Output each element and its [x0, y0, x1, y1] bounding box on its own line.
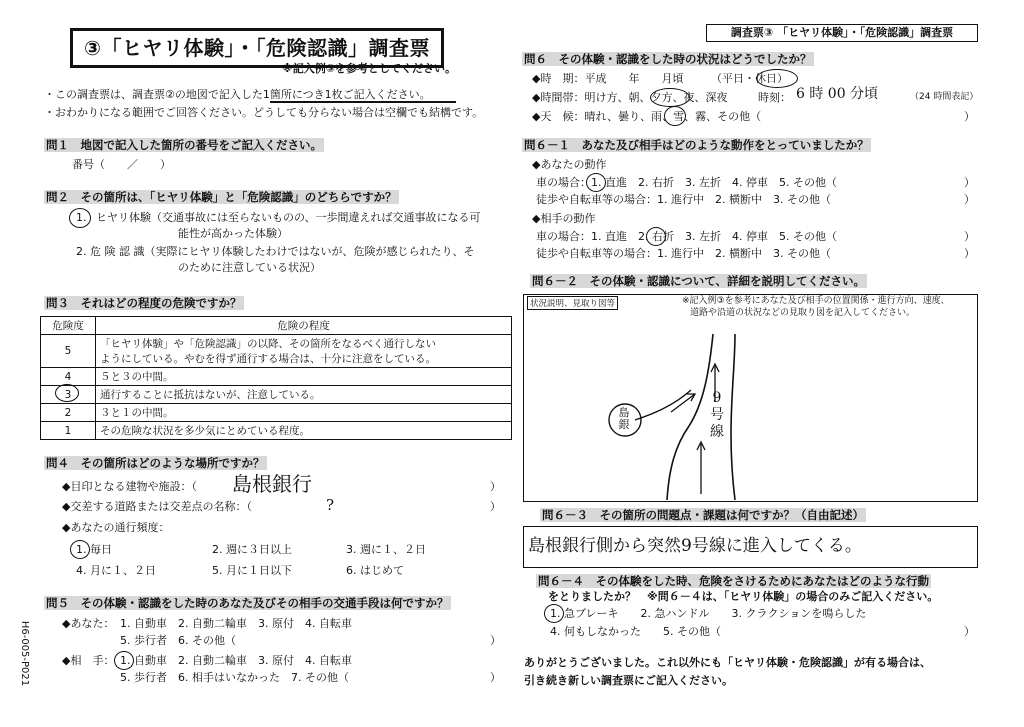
q6-1-other-head: ◆相手の動作 — [532, 212, 596, 225]
side-code: H6-005-P021 — [19, 620, 31, 687]
selection-circle — [650, 88, 690, 107]
q4-paren: ） — [490, 500, 501, 513]
q6-timezone[interactable]: ◆時間帯：明け方、朝、夕方、夜、深夜 — [532, 91, 728, 104]
q6-4-label-2: をとりましたか？ ※問６－４は、「ヒヤリ体験」の場合のみご記入ください。 — [548, 590, 939, 603]
q4-freq-5[interactable]: 5. 月に１日以下 — [212, 564, 292, 577]
table-row[interactable] — [41, 335, 512, 368]
risk-level[interactable]: 2 — [41, 404, 96, 422]
q4-freq-2[interactable]: 2. 週に３日以上 — [212, 543, 292, 556]
q6-time-note: （24 時間表記） — [910, 92, 979, 102]
table-row[interactable] — [41, 386, 512, 404]
q5-label: 問５ その体験・認識をした時のあなた及びその相手の交通手段は何ですか？ — [46, 596, 449, 610]
q4-cross-label: ◆交差する道路または交差点の名称：（ — [62, 500, 252, 513]
q6-period[interactable]: ◆時 期：平成 年 月頃 （平日・休日） — [532, 72, 788, 85]
q4-paren: ） — [490, 480, 501, 493]
q1-number-field[interactable]: 番号（ ／ ） — [72, 158, 171, 171]
risk-level[interactable]: 1 — [41, 422, 96, 440]
q6-label: 問６ その体験・認識をした時の状況はどうでしたか？ — [524, 52, 812, 66]
q6-1-you-head: ◆あなたの動作 — [532, 158, 607, 171]
q6-4-paren: ） — [964, 625, 975, 638]
selection-circle — [586, 173, 606, 192]
q5-other-label: ◆相 手： — [62, 654, 115, 667]
selection-circle — [55, 384, 79, 402]
q6-4-options-1[interactable]: 1. 急ブレーキ 2. 急ハンドル 3. クラクションを鳴らした — [550, 607, 867, 620]
q6-3-answer[interactable]: 島根銀行側から突然9号線に進入してくる。 — [528, 536, 862, 556]
q2-option-2-cont: のために注意している状況） — [178, 261, 321, 274]
q6-time-label: 時刻： — [758, 91, 791, 104]
sketch-road-label: 9号線 — [710, 390, 724, 440]
q4-freq-6[interactable]: 6. はじめて — [346, 564, 404, 577]
sketch-note-2: 道路や沿道の状況などの見取り図を記入してください。 — [690, 308, 916, 318]
risk-head-degree: 危険の程度 — [96, 317, 512, 335]
risk-text: ３と１の中間。 — [96, 404, 512, 422]
q6-4-label: 問６－４ その体験をした時、危険をさけるためにあなたはどのような行動 — [538, 574, 929, 588]
sketch-note-1: ※記入例③を参考にあなた及び相手の位置関係・進行方向、速度、 — [682, 296, 950, 306]
q4-freq-label: ◆あなたの通行頻度： — [62, 521, 170, 534]
q4-label: 問４ その箇所はどのような場所ですか？ — [46, 456, 265, 470]
risk-level[interactable]: 5 — [41, 335, 96, 368]
q6-1-paren: ） — [964, 230, 975, 243]
q6-1-label: 問６－１ あなた及び相手はどのような動作をとっていましたか？ — [524, 138, 869, 152]
q6-weather[interactable]: ◆天 候：晴れ、曇り、雨、雪、霧、その他（ — [532, 110, 762, 123]
q4-freq-1[interactable]: 1. 毎日 — [76, 543, 112, 556]
table-row[interactable] — [41, 404, 512, 422]
q6-1-you-walk[interactable]: 徒歩や自転車等の場合：1. 進行中 2. 横断中 3. その他（ — [536, 193, 831, 206]
q5-you-options-2[interactable]: 5. 歩行者 6. その他（ — [120, 634, 236, 647]
selection-circle — [70, 540, 90, 559]
q6-1-other-car[interactable]: 車の場合：1. 直進 2. 右折 3. 左折 4. 停車 5. その他（ — [536, 230, 837, 243]
q4-landmark-answer[interactable]: 島根銀行 — [232, 472, 312, 496]
intro-line-1: ・この調査票は、調査票②の地図で記入した1箇所につき1枚ご記入ください。 — [44, 88, 431, 101]
q6-4-options-2[interactable]: 4. 何もしなかった 5. その他（ — [550, 625, 721, 638]
table-row[interactable] — [41, 368, 512, 386]
q2-label: 問２ その箇所は、「ヒヤリ体験」と「危険認識」のどちらですか？ — [46, 190, 397, 204]
q6-paren: ） — [964, 110, 975, 123]
q2-option-1-cont: 能性が高かった体験） — [178, 227, 288, 240]
risk-level[interactable]: 4 — [41, 368, 96, 386]
q4-cross-answer[interactable]: ? — [326, 496, 335, 514]
risk-text: 通行することに抵抗はないが、注意している。 — [96, 386, 512, 404]
q1-label: 問１ 地図で記入した箇所の番号をご記入ください。 — [46, 138, 322, 152]
selection-circle — [69, 208, 91, 228]
q6-2-label: 問６－２ その体験・認識について、詳細を説明してください。 — [532, 274, 866, 288]
sketch-box-label: 状況説明、見取り図等 — [527, 296, 618, 310]
q5-other-options-1[interactable]: 1. 自動車 2. 自動二輪車 3. 原付 4. 自転車 — [120, 654, 352, 667]
subtitle: ※記入例③を参考としてください。 — [282, 62, 457, 75]
q5-paren: ） — [490, 634, 501, 647]
q6-1-other-walk[interactable]: 徒歩や自転車等の場合：1. 進行中 2. 横断中 3. その他（ — [536, 247, 831, 260]
corner-tag: 調査票③ 「ヒヤリ体験」・「危険認識」調査票 — [706, 24, 978, 42]
selection-circle — [544, 604, 564, 623]
q6-3-label: 問６－３ その箇所の問題点・課題は何ですか？（自由記述） — [542, 508, 864, 522]
table-row[interactable] — [41, 422, 512, 440]
q5-you-label: ◆あなた： — [62, 617, 115, 630]
footer-line-2: 引き続き新しい調査票にご記入ください。 — [524, 674, 733, 687]
q4-landmark-label: ◆目印となる建物や施設：（ — [62, 480, 197, 493]
risk-head-level: 危険度 — [41, 317, 96, 335]
q2-option-2[interactable]: 2. 危 険 認 識（実際にヒヤリ体験したわけではないが、危険が感じられたり、そ — [76, 245, 475, 258]
selection-circle — [646, 227, 666, 246]
footer-line-1: ありがとうございました。これ以外にも「ヒヤリ体験・危険認識」が有る場合は、 — [524, 656, 931, 669]
sketch-bank-label: 島銀 — [618, 406, 630, 431]
q4-freq-4[interactable]: 4. 月に１、２日 — [76, 564, 156, 577]
q4-freq-3[interactable]: 3. 週に１、２日 — [346, 543, 426, 556]
road-sketch — [523, 294, 976, 500]
page-title: ③「ヒヤリ体験」・「危険認識」調査票 — [84, 36, 430, 60]
risk-table — [40, 316, 512, 440]
q6-1-paren: ） — [964, 247, 975, 260]
risk-text: その危険な状況を多少気にとめている程度。 — [96, 422, 512, 440]
selection-circle — [756, 69, 798, 88]
q2-option-1-number[interactable]: 1. — [76, 211, 87, 224]
risk-text: ５と３の中間。 — [96, 368, 512, 386]
q3-label: 問３ それはどの程度の危険ですか？ — [46, 296, 242, 310]
q5-other-options-2[interactable]: 5. 歩行者 6. 相手はいなかった 7. その他（ — [120, 671, 349, 684]
selection-circle — [664, 106, 686, 126]
q5-you-options-1[interactable]: 1. 自動車 2. 自動二輪車 3. 原付 4. 自転車 — [120, 617, 352, 630]
q5-paren: ） — [490, 671, 501, 684]
risk-text: 「ヒヤリ体験」や「危険認識」の以降、その箇所をなるべく通行しない ようにしている。やむを得ず通行する場合は、十分に注意をしている。 — [96, 335, 512, 368]
q6-1-you-car[interactable]: 車の場合：1. 直進 2. 右折 3. 左折 4. 停車 5. その他（ — [536, 176, 837, 189]
intro-line-2: ・おわかりになる範囲でご回答ください。どうしても分らない場合は空欄でも結構です。 — [44, 106, 484, 119]
q6-time-answer[interactable]: 6 時 00 分頃 — [796, 86, 879, 102]
q6-1-paren: ） — [964, 193, 975, 206]
selection-circle — [114, 651, 134, 670]
q2-option-1[interactable]: ヒヤリ体験（交通事故には至らないものの、一歩間違えれば交通事故になる可 — [96, 211, 481, 224]
q6-1-paren: ） — [964, 176, 975, 189]
risk-level-selected[interactable]: 3 — [41, 386, 96, 404]
